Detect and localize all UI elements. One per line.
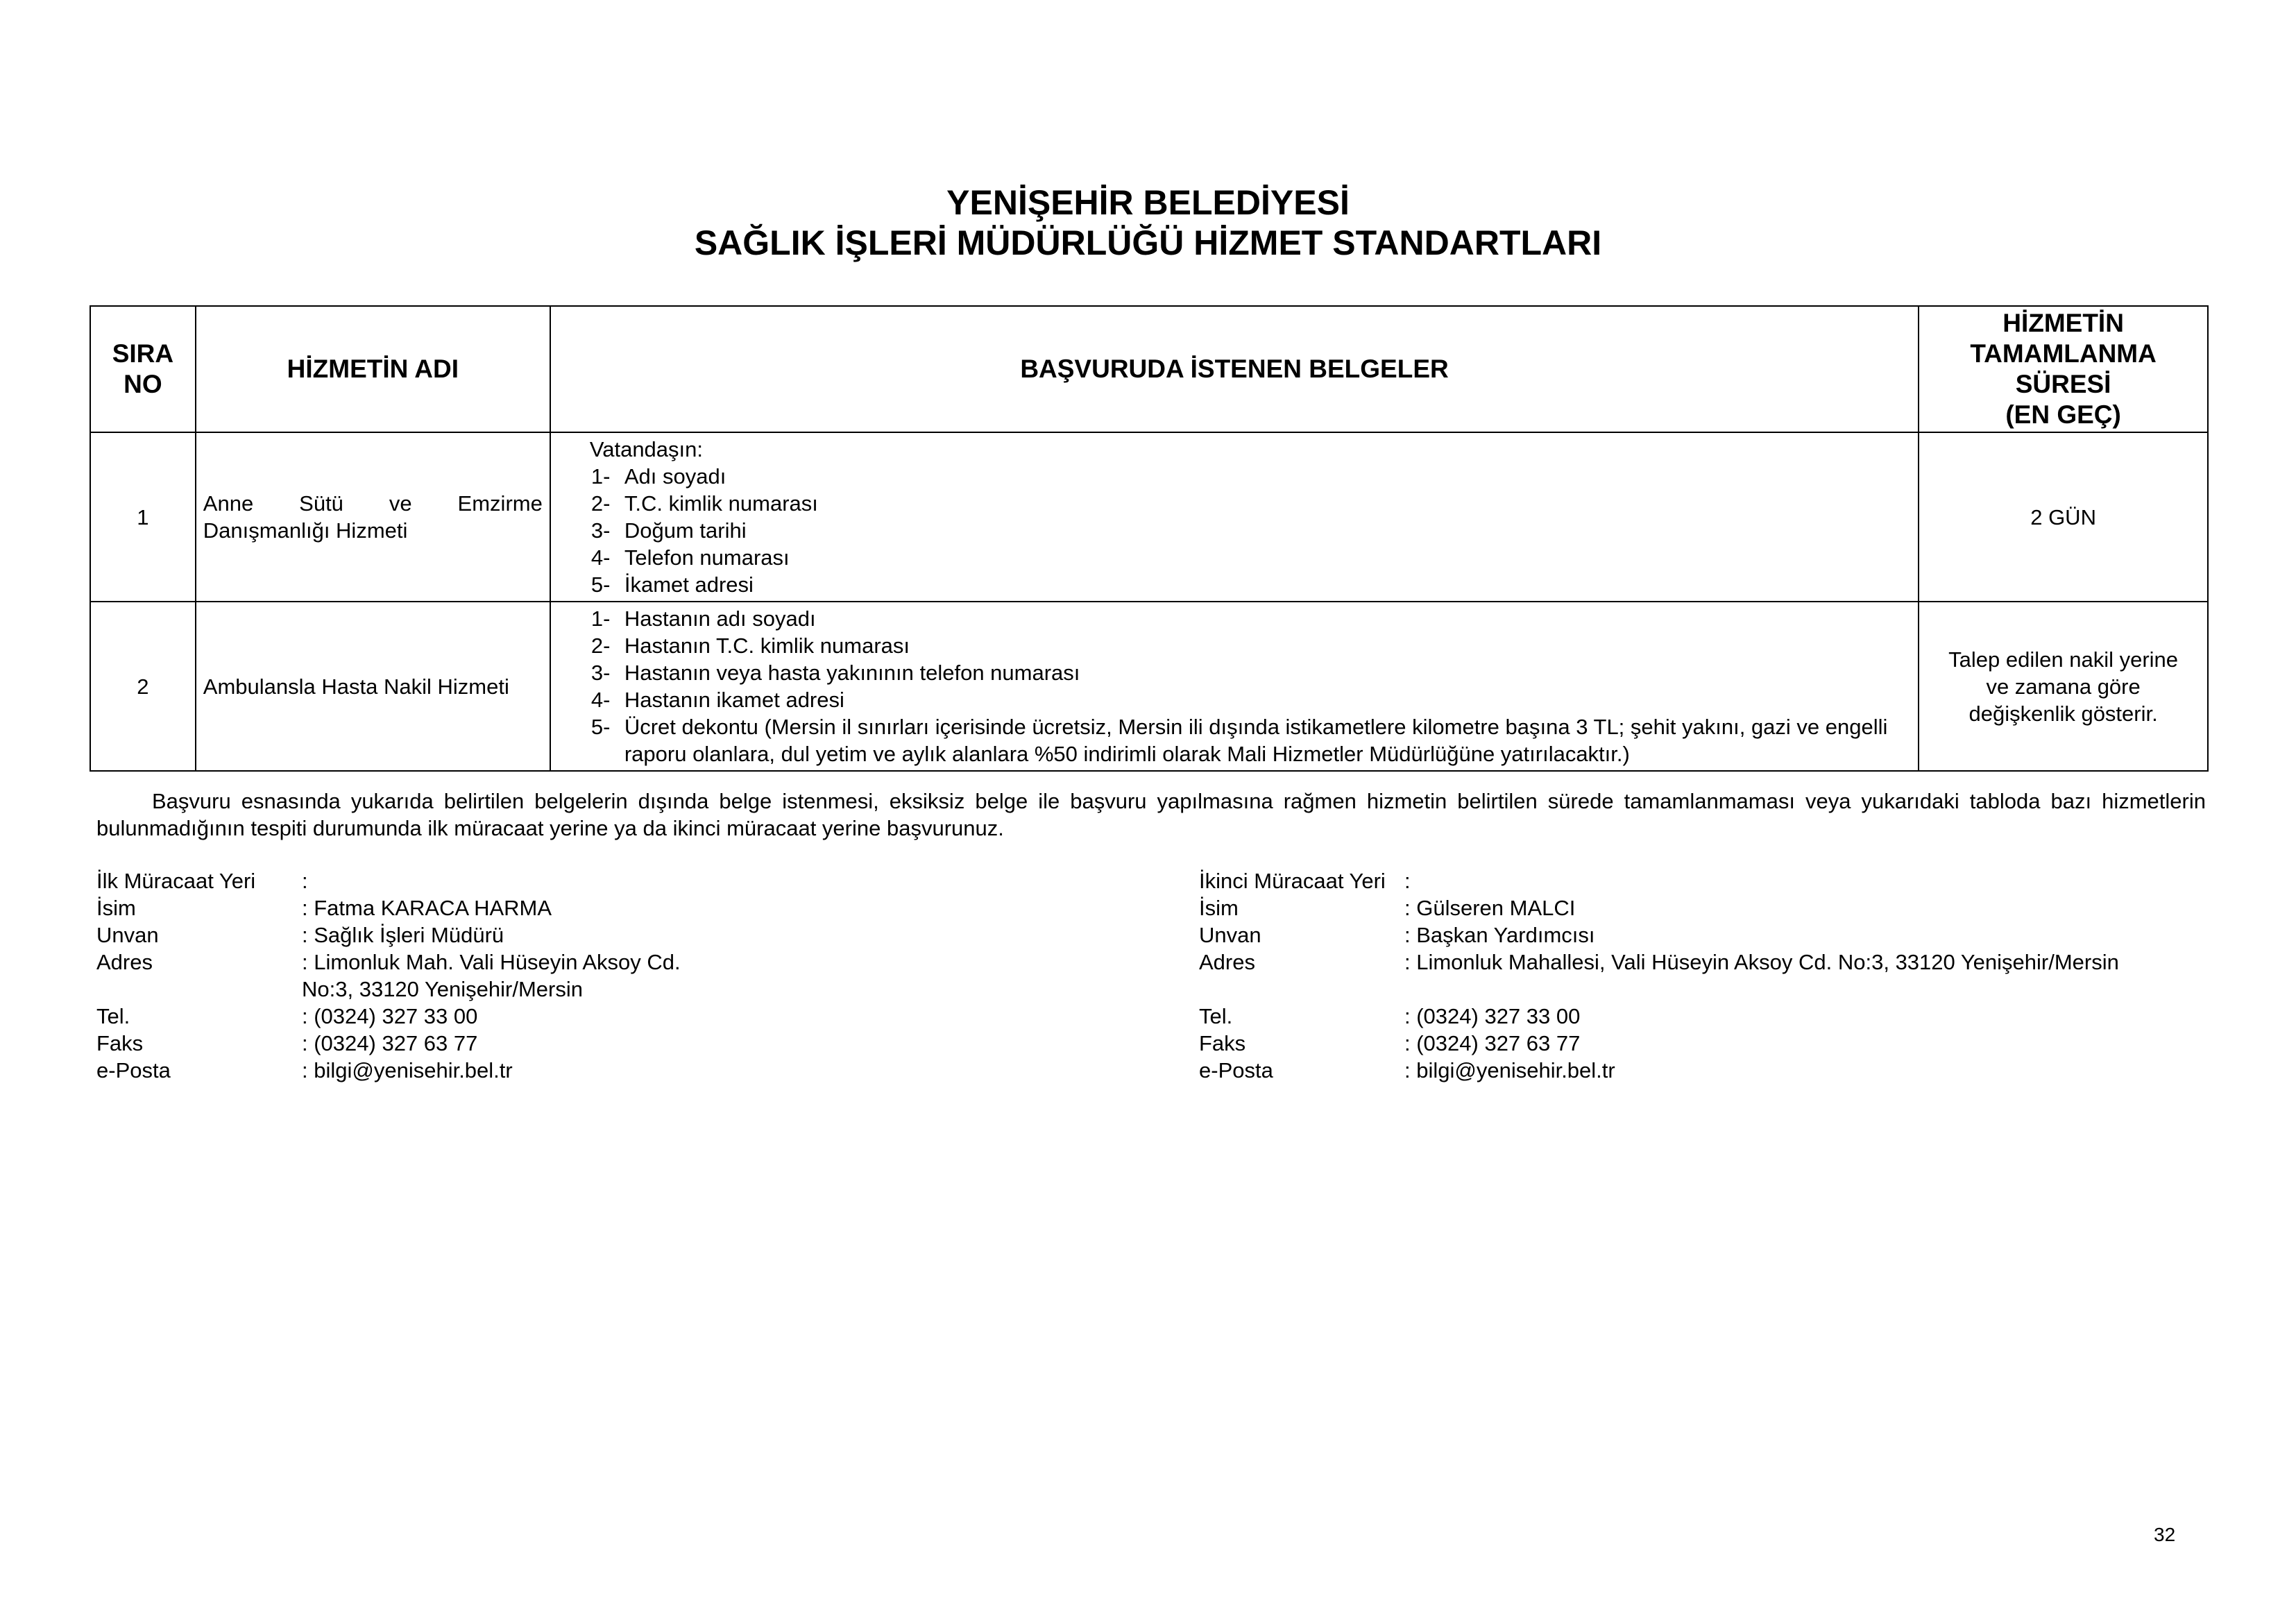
second-contact-heading: İkinci Müracaat Yeri [1199,869,1386,893]
document-title-line2: SAĞLIK İŞLERİ MÜDÜRLÜĞÜ HİZMET STANDARTLARI [694,223,1602,262]
table-row [90,602,2208,771]
first-contact-block: İlk Müracaat Yeri : İsim : Fatma KARACA HARMA Unvan : Sağlık İşleri Müdürü Adres : Limonluk Mah. Vali Hüseyin Aksoy Cd. No:3, 33120 Yenişehir/Mersin Tel. : (0324) 327 33 00 Faks : (0324) 327 63 77 e-Posta : bilgi@yenisehir.bel.tr [96,869,681,1082]
required-documents [550,432,1919,602]
list-item: 3- Hastanın veya hasta yakınının telefon numarası [590,661,1080,685]
contact-value: : (0324) 327 63 77 [302,1031,478,1055]
list-item: 2- T.C. kimlik numarası [590,491,818,516]
contact-value: : (0324) 327 63 77 [1404,1031,1581,1055]
contact-label: Faks [96,1031,144,1055]
service-name: Ambulansla Hasta Nakil Hizmeti [196,602,550,771]
required-documents [550,602,1919,771]
contact-label: Tel. [1199,1004,1233,1028]
contact-email: : bilgi@yenisehir.bel.tr [302,1058,513,1082]
application-note: Başvuru esnasında yukarıda belirtilen belgelerin dışında belge istenmesi, eksiksiz belge ile başvuru yapılmasına rağmen hizmetin belirtilen sürede tamamlanmaması veya yukarıdaki tabloda bazı hizmetlerin bulunmadığının tespiti durumunda ilk müracaat yerine ya da ikinci müracaat yerine başvurunuz. [96,789,2206,840]
table-header-row [90,306,2208,432]
completion-time: Talep edilen nakil yerine ve zamana göre değişkenlik gösterir. [1919,602,2208,771]
first-contact-heading: İlk Müracaat Yeri [96,869,256,893]
list-item: 3- Doğum tarihi [590,518,747,543]
contact-label: Faks [1199,1031,1246,1055]
contact-label: Adres [1199,950,1255,974]
contact-label [1199,976,1404,1003]
column-header-name: HİZMETİN ADI [196,306,550,432]
contact-value: : Gülseren MALCI [1404,896,1576,920]
column-header-time: HİZMETİN TAMAMLANMA SÜRESİ (EN GEÇ) [1919,306,2208,432]
document-title-line1: YENİŞEHİR BELEDİYESİ [946,183,1350,222]
contact-label: Adres [96,950,153,974]
contact-value: : (0324) 327 33 00 [302,1004,478,1028]
page-number: 32 [2154,1524,2176,1545]
list-item: 1- Adı soyadı [590,464,726,488]
column-header-no: SIRA NO [90,306,196,432]
column-header-docs: BAŞVURUDA İSTENEN BELGELER [550,306,1919,432]
contact-label: İsim [96,896,136,920]
contact-label: e-Posta [96,1058,171,1082]
contact-value: : Başkan Yardımcısı [1404,923,1595,947]
contact-value: : Limonluk Mah. Vali Hüseyin Aksoy Cd. [302,950,681,974]
contact-label: Unvan [96,923,159,947]
contact-email: : bilgi@yenisehir.bel.tr [1404,1058,1615,1082]
contact-label: Tel. [96,1004,130,1028]
completion-time: 2 GÜN [1919,432,2208,602]
service-name: Anne Sütü ve Emzirme Danışmanlığı Hizmeti [196,432,550,602]
row-number: 1 [90,432,196,602]
contact-label: İsim [1199,896,1239,920]
contact-value: : (0324) 327 33 00 [1404,1004,1581,1028]
contact-value: : Sağlık İşleri Müdürü [302,923,504,947]
service-standards-table [90,305,2209,772]
list-item: 1- Hastanın adı soyadı [590,606,816,631]
list-item: 4- Hastanın ikamet adresi [590,688,844,712]
second-contact-block: İkinci Müracaat Yeri : İsim : Gülseren MALCI Unvan : Başkan Yardımcısı Adres : Limonluk Mahallesi, Vali Hüseyin Aksoy Cd. No:3, 33120 Yenişehir/Mersin Tel. : (0324) 327 33 00 Faks : (0324) 327 63 77 e-Posta : bilgi@yenisehir.bel.tr [1199,869,2119,1082]
list-item: 4- Telefon numarası [590,545,790,570]
contact-label: e-Posta [1199,1058,1273,1082]
contact-label [96,976,302,1003]
list-item: 5- Ücret dekontu (Mersin il sınırları içerisinde ücretsiz, Mersin ili dışında istikametlere kilometre başına 3 TL; şehit yakını, gazi ve engelli raporu olanlara, dul yetim ve aylık alanlara %50 indirimli olarak Mali Hizmetler Müdürlüğüne yatırılacaktır.) [590,715,1888,766]
contact-value: : Limonluk Mahallesi, Vali Hüseyin Aksoy Cd. No:3, 33120 Yenişehir/Mersin [1404,950,2119,974]
list-item: 2- Hastanın T.C. kimlik numarası [590,634,910,658]
contact-label: Unvan [1199,923,1261,947]
contact-value: : Fatma KARACA HARMA [302,896,552,920]
documents-intro: Vatandaşın: [589,437,704,461]
row-number: 2 [90,602,196,771]
list-item: 5- İkamet adresi [590,572,754,597]
contact-value: No:3, 33120 Yenişehir/Mersin [302,977,583,1001]
table-row [90,432,2208,602]
